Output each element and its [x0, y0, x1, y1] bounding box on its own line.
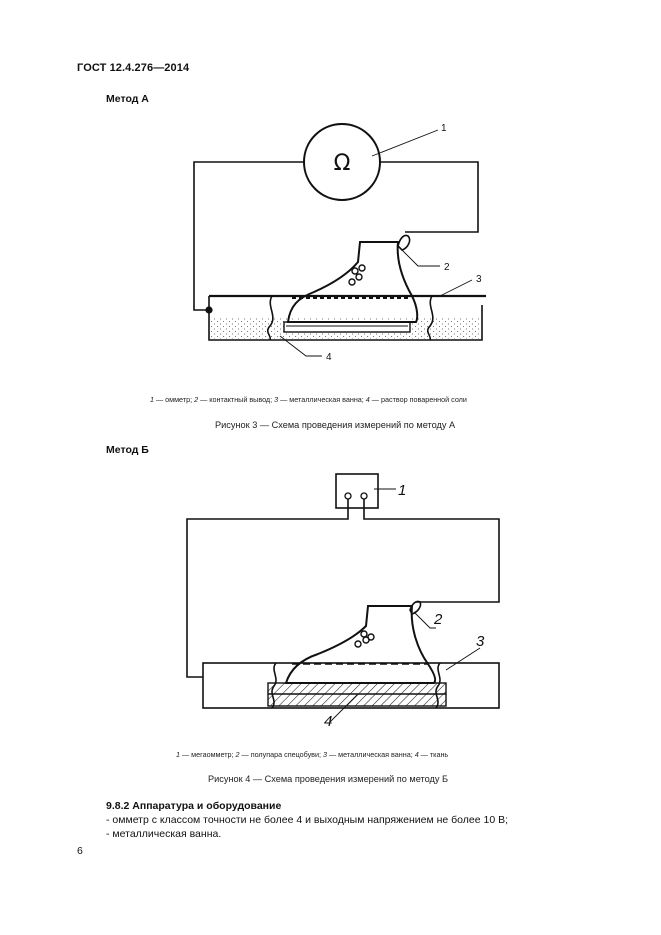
method-b-heading: Метод Б: [106, 444, 149, 456]
wire-b-right: [364, 499, 499, 602]
section-title: 9.8.2 Аппаратура и оборудование: [106, 800, 282, 812]
label-b-1: 1: [398, 482, 407, 499]
label-a-3: 3: [476, 274, 482, 285]
figure-3-legend: 1 — омметр; 2 — контактный вывод; 3 — металлическая ванна; 4 — раствор поваренной соли: [150, 395, 467, 404]
figure-3-caption: Рисунок 3 — Схема проведения измерений по методу А: [215, 420, 456, 430]
label-b-3: 3: [476, 633, 485, 650]
page-header: ГОСТ 12.4.276—2014: [77, 62, 190, 74]
label-b-4: 4: [324, 713, 333, 730]
method-a-heading: Метод А: [106, 93, 149, 105]
figure-4-legend: 1 — мегаомметр; 2 — полупара спецобуви; 3 — металлическая ванна; 4 — ткань: [176, 750, 449, 759]
wire-b-left: [187, 499, 348, 677]
label-a-4: 4: [326, 352, 332, 363]
label-a-2: 2: [444, 262, 450, 273]
ohm-symbol: Ω: [333, 151, 351, 176]
label-b-2: 2: [434, 611, 443, 628]
figure-4-caption: Рисунок 4 — Схема проведения измерений по методу Б: [208, 774, 449, 784]
section-line-1: - омметр с классом точности не более 4 и выходным напряжением не более 10 В;: [106, 814, 509, 826]
section-line-2: - металлическая ванна.: [106, 828, 222, 840]
label-a-1: 1: [441, 123, 447, 134]
megohmmeter-icon: [336, 474, 378, 508]
page-number: 6: [77, 845, 83, 857]
